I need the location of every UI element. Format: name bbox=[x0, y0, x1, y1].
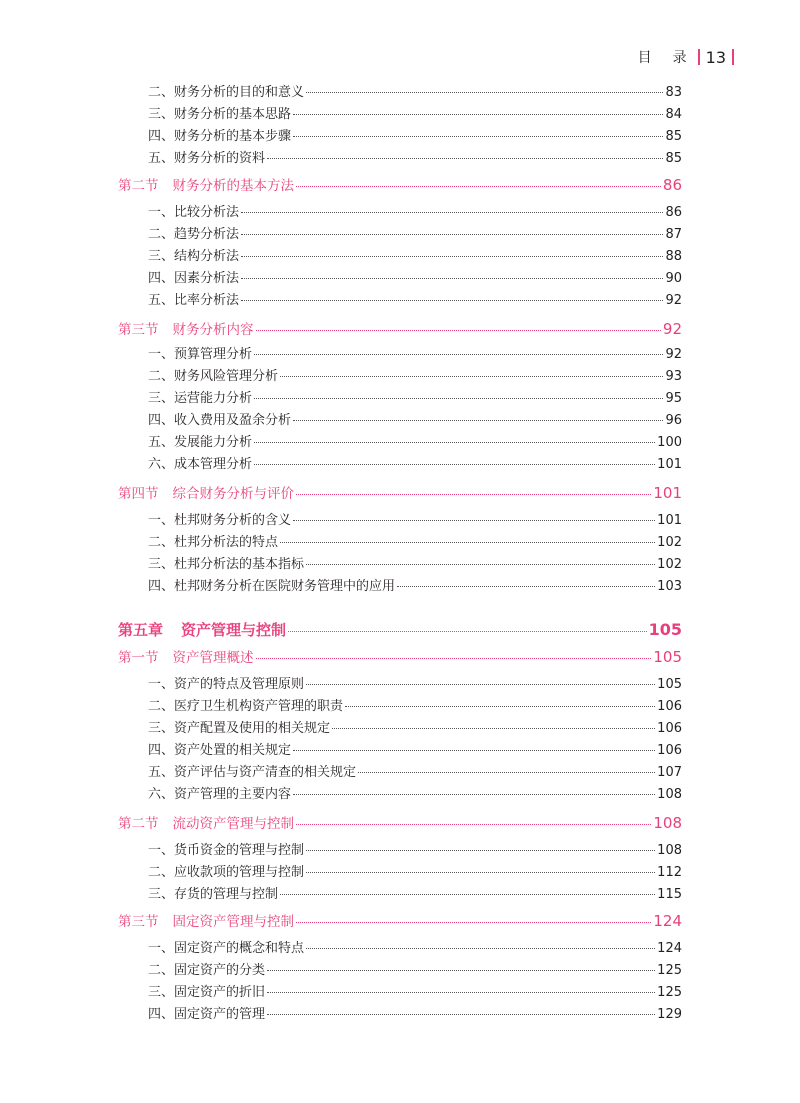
dot-leader bbox=[256, 330, 661, 331]
toc-label: 第三节 bbox=[118, 914, 159, 930]
dot-leader bbox=[267, 970, 655, 971]
toc-title-text: 四、杜邦财务分析在医院财务管理中的应用 bbox=[148, 579, 396, 594]
toc-title bbox=[118, 818, 294, 832]
running-header bbox=[638, 46, 734, 68]
toc-page-number: 125 bbox=[657, 985, 682, 1000]
toc-page-number: 112 bbox=[657, 865, 682, 880]
toc-page-number: 100 bbox=[657, 435, 682, 450]
toc-title-text: 三、资产配置及使用的相关规定 bbox=[148, 721, 331, 736]
dot-leader bbox=[254, 354, 663, 355]
toc-item bbox=[148, 844, 682, 866]
toc-title-text: 一、固定资产的概念和特点 bbox=[148, 941, 305, 956]
toc-item bbox=[148, 536, 682, 558]
toc-page-number: 95 bbox=[665, 391, 682, 406]
dot-leader bbox=[293, 136, 663, 137]
toc-title bbox=[148, 206, 239, 219]
toc-item bbox=[148, 766, 682, 788]
toc-title bbox=[148, 228, 239, 241]
toc-item bbox=[148, 986, 682, 1008]
toc-title bbox=[148, 152, 265, 165]
toc-title-text: 五、比率分析法 bbox=[148, 293, 240, 308]
toc-page-number: 125 bbox=[657, 963, 682, 978]
toc-title-text: 二、固定资产的分类 bbox=[148, 963, 266, 978]
toc-page-number: 96 bbox=[665, 413, 682, 428]
dot-leader bbox=[267, 992, 655, 993]
toc-title-text: 二、杜邦分析法的特点 bbox=[148, 535, 279, 550]
dot-leader bbox=[280, 894, 655, 895]
toc-chapter bbox=[118, 622, 682, 646]
toc-section bbox=[118, 816, 682, 838]
toc-page-number: 105 bbox=[648, 620, 682, 639]
toc-page-number: 93 bbox=[665, 369, 682, 384]
header-label-char-1: 目 bbox=[637, 50, 653, 66]
toc-page-number: 92 bbox=[662, 320, 682, 338]
toc-page-number: 92 bbox=[665, 347, 682, 362]
dot-leader bbox=[332, 728, 655, 729]
dot-leader bbox=[296, 494, 651, 495]
toc-item bbox=[148, 558, 682, 580]
toc-page-number: 106 bbox=[657, 721, 682, 736]
toc-title-text: 财务分析内容 bbox=[172, 322, 254, 338]
dot-leader bbox=[306, 564, 655, 565]
toc-title-text: 六、资产管理的主要内容 bbox=[148, 787, 292, 802]
dot-leader bbox=[267, 1014, 655, 1015]
toc-item bbox=[148, 744, 682, 766]
header-left-bar bbox=[698, 49, 700, 65]
toc-title bbox=[148, 700, 343, 713]
toc-section bbox=[118, 322, 682, 344]
toc-section bbox=[118, 650, 682, 672]
toc-item bbox=[148, 206, 682, 228]
toc-title-text: 四、固定资产的管理 bbox=[148, 1007, 266, 1022]
toc-title bbox=[118, 488, 294, 502]
toc-label: 第五章 bbox=[118, 621, 164, 639]
toc-title-text: 五、财务分析的资料 bbox=[148, 151, 266, 166]
toc-section bbox=[118, 178, 682, 200]
toc-title bbox=[118, 623, 286, 638]
toc-page-number: 105 bbox=[653, 648, 682, 666]
toc-title bbox=[148, 86, 304, 99]
dot-leader bbox=[254, 398, 663, 399]
toc-title-text: 五、资产评估与资产清查的相关规定 bbox=[148, 765, 357, 780]
toc-title bbox=[118, 916, 294, 930]
dot-leader bbox=[296, 824, 651, 825]
dot-leader bbox=[256, 658, 652, 659]
toc-title bbox=[118, 324, 254, 338]
toc-title bbox=[148, 722, 330, 735]
toc-item bbox=[148, 700, 682, 722]
toc-page-number: 88 bbox=[665, 249, 682, 264]
dot-leader bbox=[293, 750, 655, 751]
toc-item bbox=[148, 436, 682, 458]
dot-leader bbox=[306, 850, 655, 851]
dot-leader bbox=[306, 684, 655, 685]
header-label bbox=[638, 47, 688, 67]
toc-title bbox=[148, 558, 304, 571]
toc-title bbox=[148, 536, 278, 549]
dot-leader bbox=[241, 212, 663, 213]
toc-title-text: 一、杜邦财务分析的含义 bbox=[148, 513, 292, 528]
dot-leader bbox=[345, 706, 655, 707]
toc-title bbox=[148, 964, 265, 977]
dot-leader bbox=[306, 872, 655, 873]
toc-title bbox=[148, 370, 278, 383]
toc-item bbox=[148, 294, 682, 316]
toc-item bbox=[148, 458, 682, 480]
toc-page-number: 86 bbox=[662, 176, 682, 194]
toc-page-number: 101 bbox=[653, 484, 682, 502]
toc-page-number: 92 bbox=[665, 293, 682, 308]
dot-leader bbox=[397, 586, 655, 587]
toc-item bbox=[148, 514, 682, 536]
toc-title bbox=[148, 272, 239, 285]
toc-page-number: 124 bbox=[657, 941, 682, 956]
toc-page-number: 106 bbox=[657, 743, 682, 758]
toc-title-text: 流动资产管理与控制 bbox=[172, 816, 294, 832]
toc-title bbox=[148, 436, 252, 449]
dot-leader bbox=[280, 542, 655, 543]
dot-leader bbox=[306, 948, 655, 949]
toc-title bbox=[148, 678, 304, 691]
toc-title bbox=[148, 766, 356, 779]
dot-leader bbox=[296, 186, 661, 187]
dot-leader bbox=[306, 92, 663, 93]
dot-leader bbox=[296, 922, 651, 923]
header-label-char-2: 录 bbox=[672, 50, 688, 66]
toc-item bbox=[148, 580, 682, 602]
toc-title bbox=[148, 108, 291, 121]
toc-item bbox=[148, 888, 682, 910]
toc-title bbox=[148, 844, 304, 857]
dot-leader bbox=[254, 464, 655, 465]
toc-page-number: 87 bbox=[665, 227, 682, 242]
toc-title-text: 三、财务分析的基本思路 bbox=[148, 107, 292, 122]
toc-title bbox=[148, 348, 252, 361]
toc-page-number: 124 bbox=[653, 912, 682, 930]
toc-label: 第三节 bbox=[118, 322, 159, 338]
page-number: 13 bbox=[705, 47, 726, 67]
toc-page-number: 129 bbox=[657, 1007, 682, 1022]
toc-title-text: 二、财务分析的目的和意义 bbox=[148, 85, 305, 100]
toc-title bbox=[148, 250, 239, 263]
toc-title-text: 一、比较分析法 bbox=[148, 205, 240, 220]
toc-label: 第一节 bbox=[118, 650, 159, 666]
toc-item bbox=[148, 86, 682, 108]
toc-item bbox=[148, 272, 682, 294]
toc-page-number: 108 bbox=[653, 814, 682, 832]
toc-title bbox=[148, 130, 291, 143]
dot-leader bbox=[254, 442, 655, 443]
toc-title-text: 二、应收款项的管理与控制 bbox=[148, 865, 305, 880]
toc-page-number: 84 bbox=[665, 107, 682, 122]
toc-title bbox=[148, 414, 291, 427]
toc-title bbox=[148, 866, 304, 879]
toc-title-text: 三、杜邦分析法的基本指标 bbox=[148, 557, 305, 572]
toc-page-number: 106 bbox=[657, 699, 682, 714]
toc-title bbox=[148, 788, 291, 801]
toc-item bbox=[148, 414, 682, 436]
toc-title bbox=[148, 392, 252, 405]
dot-leader bbox=[293, 420, 663, 421]
toc-title-text: 一、预算管理分析 bbox=[148, 347, 253, 362]
dot-leader bbox=[280, 376, 663, 377]
toc-page-number: 105 bbox=[657, 677, 682, 692]
toc-title-text: 六、成本管理分析 bbox=[148, 457, 253, 472]
toc-title-text: 四、收入费用及盈余分析 bbox=[148, 413, 292, 428]
toc-title-text: 综合财务分析与评价 bbox=[172, 486, 294, 502]
toc-title bbox=[118, 652, 254, 666]
dot-leader bbox=[241, 278, 663, 279]
dot-leader bbox=[293, 114, 663, 115]
dot-leader bbox=[241, 234, 663, 235]
toc-title-text: 资产管理与控制 bbox=[181, 621, 287, 639]
toc-title-text: 一、货币资金的管理与控制 bbox=[148, 843, 305, 858]
toc-page-number: 85 bbox=[665, 151, 682, 166]
toc-title bbox=[148, 888, 278, 901]
dot-leader bbox=[293, 520, 655, 521]
dot-leader bbox=[267, 158, 663, 159]
toc-title-text: 二、趋势分析法 bbox=[148, 227, 240, 242]
toc-item bbox=[148, 228, 682, 250]
toc-page-number: 86 bbox=[665, 205, 682, 220]
toc-title bbox=[148, 744, 291, 757]
toc-title-text: 三、结构分析法 bbox=[148, 249, 240, 264]
toc-page-number: 108 bbox=[657, 843, 682, 858]
toc-page-number: 103 bbox=[657, 579, 682, 594]
toc-item bbox=[148, 392, 682, 414]
toc-title bbox=[148, 514, 291, 527]
header-right-bar bbox=[732, 49, 734, 65]
toc-label: 第四节 bbox=[118, 486, 159, 502]
toc-title-text: 一、资产的特点及管理原则 bbox=[148, 677, 305, 692]
toc-item bbox=[148, 942, 682, 964]
toc-page-number: 101 bbox=[657, 457, 682, 472]
toc-section bbox=[118, 914, 682, 936]
toc-page-number: 108 bbox=[657, 787, 682, 802]
dot-leader bbox=[293, 794, 655, 795]
toc-section bbox=[118, 486, 682, 508]
toc-title-text: 四、资产处置的相关规定 bbox=[148, 743, 292, 758]
toc-page-number: 115 bbox=[657, 887, 682, 902]
toc-item bbox=[148, 1008, 682, 1030]
toc-title-text: 五、发展能力分析 bbox=[148, 435, 253, 450]
toc-title-text: 二、财务风险管理分析 bbox=[148, 369, 279, 384]
toc-page-number: 83 bbox=[665, 85, 682, 100]
toc-item bbox=[148, 370, 682, 392]
dot-leader bbox=[241, 256, 663, 257]
toc-page-number: 90 bbox=[665, 271, 682, 286]
toc-item bbox=[148, 152, 682, 174]
toc-title bbox=[148, 942, 304, 955]
toc-title bbox=[148, 986, 265, 999]
toc-title bbox=[148, 580, 395, 593]
toc-title-text: 三、固定资产的折旧 bbox=[148, 985, 266, 1000]
toc-item bbox=[148, 788, 682, 810]
toc-title-text: 三、运营能力分析 bbox=[148, 391, 253, 406]
toc-label: 第二节 bbox=[118, 178, 159, 194]
toc-page-number: 107 bbox=[657, 765, 682, 780]
toc-label: 第二节 bbox=[118, 816, 159, 832]
toc-item bbox=[148, 964, 682, 986]
toc-item bbox=[148, 108, 682, 130]
toc-title-text: 资产管理概述 bbox=[172, 650, 254, 666]
toc-title-text: 固定资产管理与控制 bbox=[172, 914, 294, 930]
toc-item bbox=[148, 130, 682, 152]
toc-title-text: 财务分析的基本方法 bbox=[172, 178, 294, 194]
toc-title-text: 四、财务分析的基本步骤 bbox=[148, 129, 292, 144]
toc-page-number: 102 bbox=[657, 535, 682, 550]
toc-title bbox=[148, 458, 252, 471]
toc-title bbox=[118, 180, 294, 194]
dot-leader bbox=[288, 631, 647, 632]
toc-title bbox=[148, 1008, 265, 1021]
toc-item bbox=[148, 866, 682, 888]
dot-leader bbox=[358, 772, 655, 773]
toc-title-text: 二、医疗卫生机构资产管理的职责 bbox=[148, 699, 344, 714]
toc-item bbox=[148, 250, 682, 272]
toc-page-number: 85 bbox=[665, 129, 682, 144]
dot-leader bbox=[241, 300, 663, 301]
toc-title-text: 三、存货的管理与控制 bbox=[148, 887, 279, 902]
toc-item bbox=[148, 678, 682, 700]
toc-title-text: 四、因素分析法 bbox=[148, 271, 240, 286]
toc-page-number: 102 bbox=[657, 557, 682, 572]
toc-title bbox=[148, 294, 239, 307]
toc-item bbox=[148, 722, 682, 744]
toc-item bbox=[148, 348, 682, 370]
toc-page-number: 101 bbox=[657, 513, 682, 528]
